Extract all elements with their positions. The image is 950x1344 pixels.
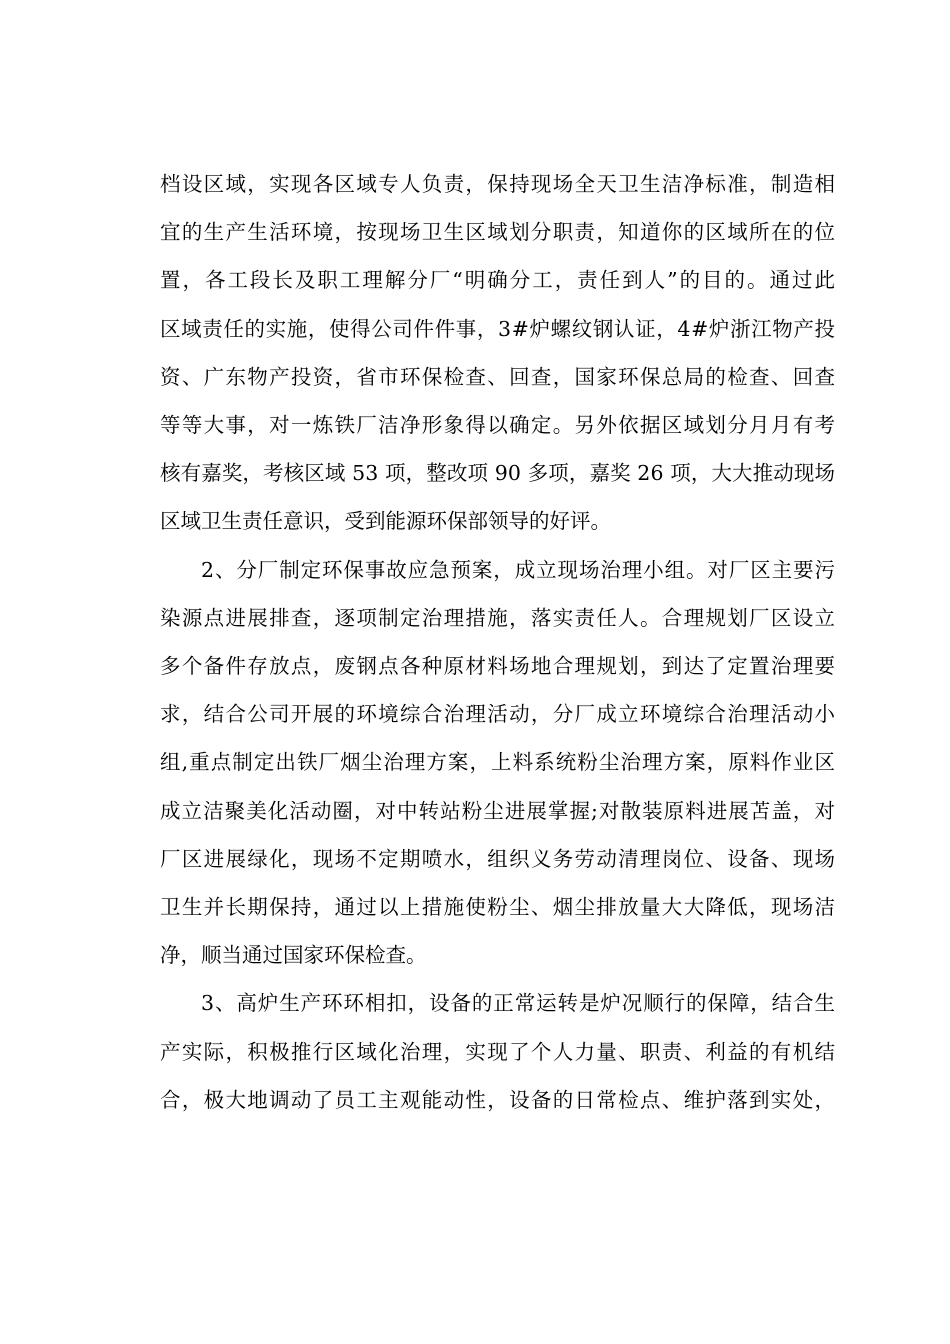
text-line: 核有嘉奖，考核区域 53 项，整改项 90 多项，嘉奖 26 项，大大推动现场 [160,461,836,486]
text-line: 区域卫生责任意识，受到能源环保部领导的好评。 [160,509,611,534]
text-line: 厂区进展绿化，现场不定期喷水，组织义务劳动清理岗位、设备、现场 [160,846,837,871]
paragraph-1 [160,160,835,546]
text-line: 组,重点制定出铁厂烟尘治理方案，上料系统粉尘治理方案，原料作业区 [160,750,837,775]
paragraph-2 [160,546,835,980]
text-line: 产实际，积极推行区域化治理，实现了个人力量、职责、利益的有机结 [160,1039,837,1064]
text-line: 宜的生产生活环境，按现场卫生区域划分职责，知道你的区域所在的位 [160,220,837,245]
text-line: 染源点进展排查，逐项制定治理措施，落实责任人。合理规划厂区设立 [160,605,837,630]
text-line: 合，极大地调动了员工主观能动性，设备的日常检点、维护落到实处， [160,1087,837,1112]
text-line: 3、高炉生产环环相扣，设备的正常运转是炉况顺行的保障，结合生 [201,991,836,1016]
text-line: 置，各工段长及职工理解分厂“明确分工，责任到人”的目的。通过此 [160,268,837,293]
text-line: 区域责任的实施，使得公司件件事，3#炉螺纹钢认证，4#炉浙江物产投 [160,316,836,341]
text-line: 求，结合公司开展的环境综合治理活动，分厂成立环境综合治理活动小 [160,702,837,727]
text-line: 多个备件存放点，废钢点各种原材料场地合理规划，到达了定置治理要 [160,654,837,679]
paragraph-3 [160,979,835,1124]
text-line: 档设区域，实现各区域专人负责，保持现场全天卫生洁净标准，制造相 [160,172,837,196]
text-line: 卫生并长期保持，通过以上措施使粉尘、烟尘排放量大大降低，现场洁 [160,895,837,920]
text-line: 成立洁聚美化活动圈，对中转站粉尘进展掌握;对散装原料进展苫盖，对 [160,798,837,823]
text-line: 净，顺当通过国家环保检查。 [160,943,427,968]
text-line: 2、分厂制定环保事故应急预案，成立现场治理小组。对厂区主要污 [201,557,836,582]
text-line: 资、广东物产投资，省市环保检查、回查，国家环保总局的检查、回查 [160,364,837,389]
document-body [160,160,835,1124]
text-line: 等等大事，对一炼铁厂洁净形象得以确定。另外依据区域划分月月有考 [160,413,837,438]
